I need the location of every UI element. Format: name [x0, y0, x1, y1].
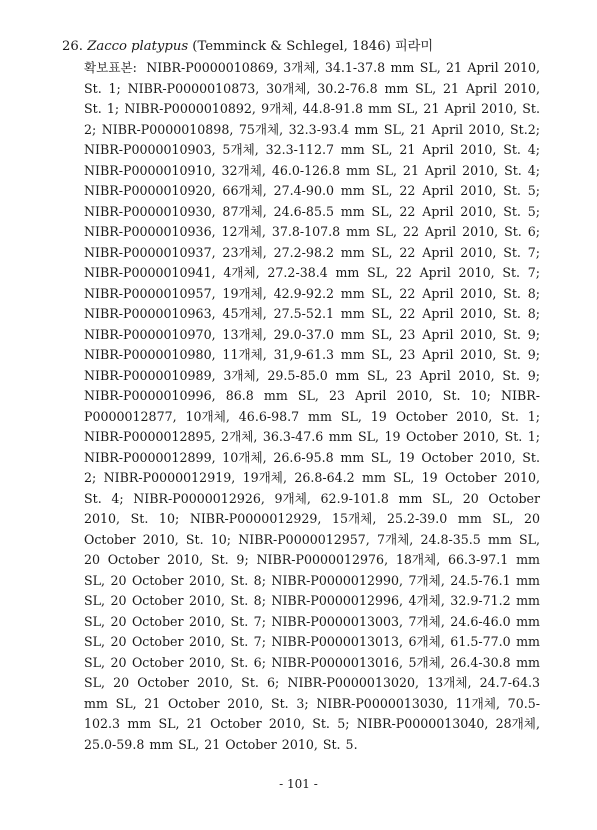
- specimen-record: NIBR-P0000010941, 4개체, 27.2-38.4 mm SL, 22 April 2010, St. 7;: [84, 265, 540, 280]
- specimen-record: NIBR-P0000010989, 3개체, 29.5-85.0 mm SL, 23 April 2010, St. 9;: [84, 367, 540, 383]
- specimen-record: NIBR-P0000010996, 86.8 mm SL, 23 April 2010, St. 10;: [84, 388, 491, 403]
- specimen-record: NIBR-P0000013040, 28개체, 25.0-59.8 mm SL, 21 October 2010, St. 5.: [84, 716, 540, 752]
- specimen-record: NIBR-P0000013003, 7개체, 24.6-46.0 mm SL, 20 October 2010, St. 7;: [84, 613, 540, 649]
- species-heading: [62, 36, 540, 58]
- specimen-record: NIBR-P0000010970, 13개체, 29.0-37.0 mm SL, 23 April 2010, St. 9;: [84, 326, 540, 342]
- specimen-record: NIBR-P0000010957, 19개체, 42.9-92.2 mm SL, 22 April 2010, St. 8;: [84, 285, 540, 301]
- specimen-label: 확보표본:: [84, 60, 137, 75]
- specimen-list: [84, 58, 540, 755]
- specimen-record: NIBR-P0000013016, 5개체, 26.4-30.8 mm SL, 20 October 2010, St. 6;: [84, 654, 540, 690]
- specimen-record: NIBR-P0000012957, 7개체, 24.8-35.5 mm SL, 20 October 2010, St. 9;: [84, 531, 540, 567]
- entry-number: 26.: [62, 39, 83, 54]
- specimen-record: NIBR-P0000010869, 3개체, 34.1-37.8 mm SL, 21 April 2010, St. 1;: [84, 60, 540, 96]
- specimen-record: NIBR-P0000012926, 9개체, 62.9-101.8 mm SL, 20 October 2010, St. 10;: [84, 490, 540, 526]
- page-number: - 101 -: [279, 777, 318, 791]
- specimen-record: NIBR-P0000010937, 23개체, 27.2-98.2 mm SL, 22 April 2010, St. 7;: [84, 244, 540, 260]
- specimen-record: NIBR-P0000010980, 11개체, 31,9-61.3 mm SL, 23 April 2010, St. 9;: [84, 347, 540, 362]
- specimen-record: NIBR-P0000010930, 87개체, 24.6-85.5 mm SL, 22 April 2010, St. 5;: [84, 203, 540, 219]
- specimen-record: NIBR-P0000013030, 11개체, 70.5-102.3 mm SL, 21 October 2010, St. 5;: [84, 695, 540, 731]
- specimen-record: NIBR-P0000010873, 30개체, 30.2-76.8 mm SL, 21 April 2010, St. 1;: [84, 80, 540, 116]
- specimen-record: NIBR-P0000012899, 10개체, 26.6-95.8 mm SL, 19 October 2010, St. 2;: [84, 449, 540, 485]
- specimen-record: NIBR-P0000010963, 45개체, 27.5-52.1 mm SL, 22 April 2010, St. 8;: [84, 306, 540, 321]
- specimen-record: NIBR-P0000010903, 5개체, 32.3-112.7 mm SL, 21 April 2010, St. 4;: [84, 142, 540, 157]
- specimen-record: NIBR-P0000012976, 18개체, 66.3-97.1 mm SL, 20 October 2010, St. 8;: [84, 552, 540, 588]
- specimen-record: NIBR-P0000010920, 66개체, 27.4-90.0 mm SL, 22 April 2010, St. 5;: [84, 183, 540, 198]
- specimen-record: NIBR-P0000012929, 15개체, 25.2-39.0 mm SL, 20 October 2010, St. 10;: [84, 511, 540, 547]
- specimen-record: NIBR-P0000010892, 9개체, 44.8-91.8 mm SL, 21 April 2010, St. 2;: [84, 101, 540, 137]
- specimen-record: NIBR-P0000012990, 7개체, 24.5-76.1 mm SL, 20 October 2010, St. 8;: [84, 572, 540, 608]
- specimen-record: NIBR-P0000010910, 32개체, 46.0-126.8 mm SL, 21 April 2010, St. 4;: [84, 162, 540, 178]
- specimen-record: NIBR-P0000013020, 13개체, 24.7-64.3 mm SL, 21 October 2010, St. 3;: [84, 675, 540, 711]
- specimen-record: NIBR-P0000013013, 6개체, 61.5-77.0 mm SL, 20 October 2010, St. 6;: [84, 634, 540, 670]
- species-entry: [62, 36, 540, 755]
- species-authority: (Temminck & Schlegel, 1846): [192, 39, 391, 54]
- specimen-record: NIBR-P0000012996, 4개체, 32.9-71.2 mm SL, 20 October 2010, St. 7;: [84, 593, 540, 629]
- specimen-record: NIBR-P0000012919, 19개체, 26.8-64.2 mm SL, 19 October 2010, St. 4;: [84, 470, 540, 506]
- korean-name: 피라미: [394, 39, 434, 54]
- species-name: Zacco platypus: [87, 39, 189, 54]
- specimen-record: NIBR-P0000012895, 2개체, 36.3-47.6 mm SL, 19 October 2010, St. 1;: [84, 429, 540, 444]
- specimen-record: NIBR-P0000012877, 10개체, 46.6-98.7 mm SL, 19 October 2010, St. 1;: [84, 388, 540, 424]
- specimen-record: NIBR-P0000010898, 75개체, 32.3-93.4 mm SL, 21 April 2010, St.2;: [101, 121, 540, 137]
- specimen-record: NIBR-P0000010936, 12개체, 37.8-107.8 mm SL, 22 April 2010, St. 6;: [84, 224, 540, 239]
